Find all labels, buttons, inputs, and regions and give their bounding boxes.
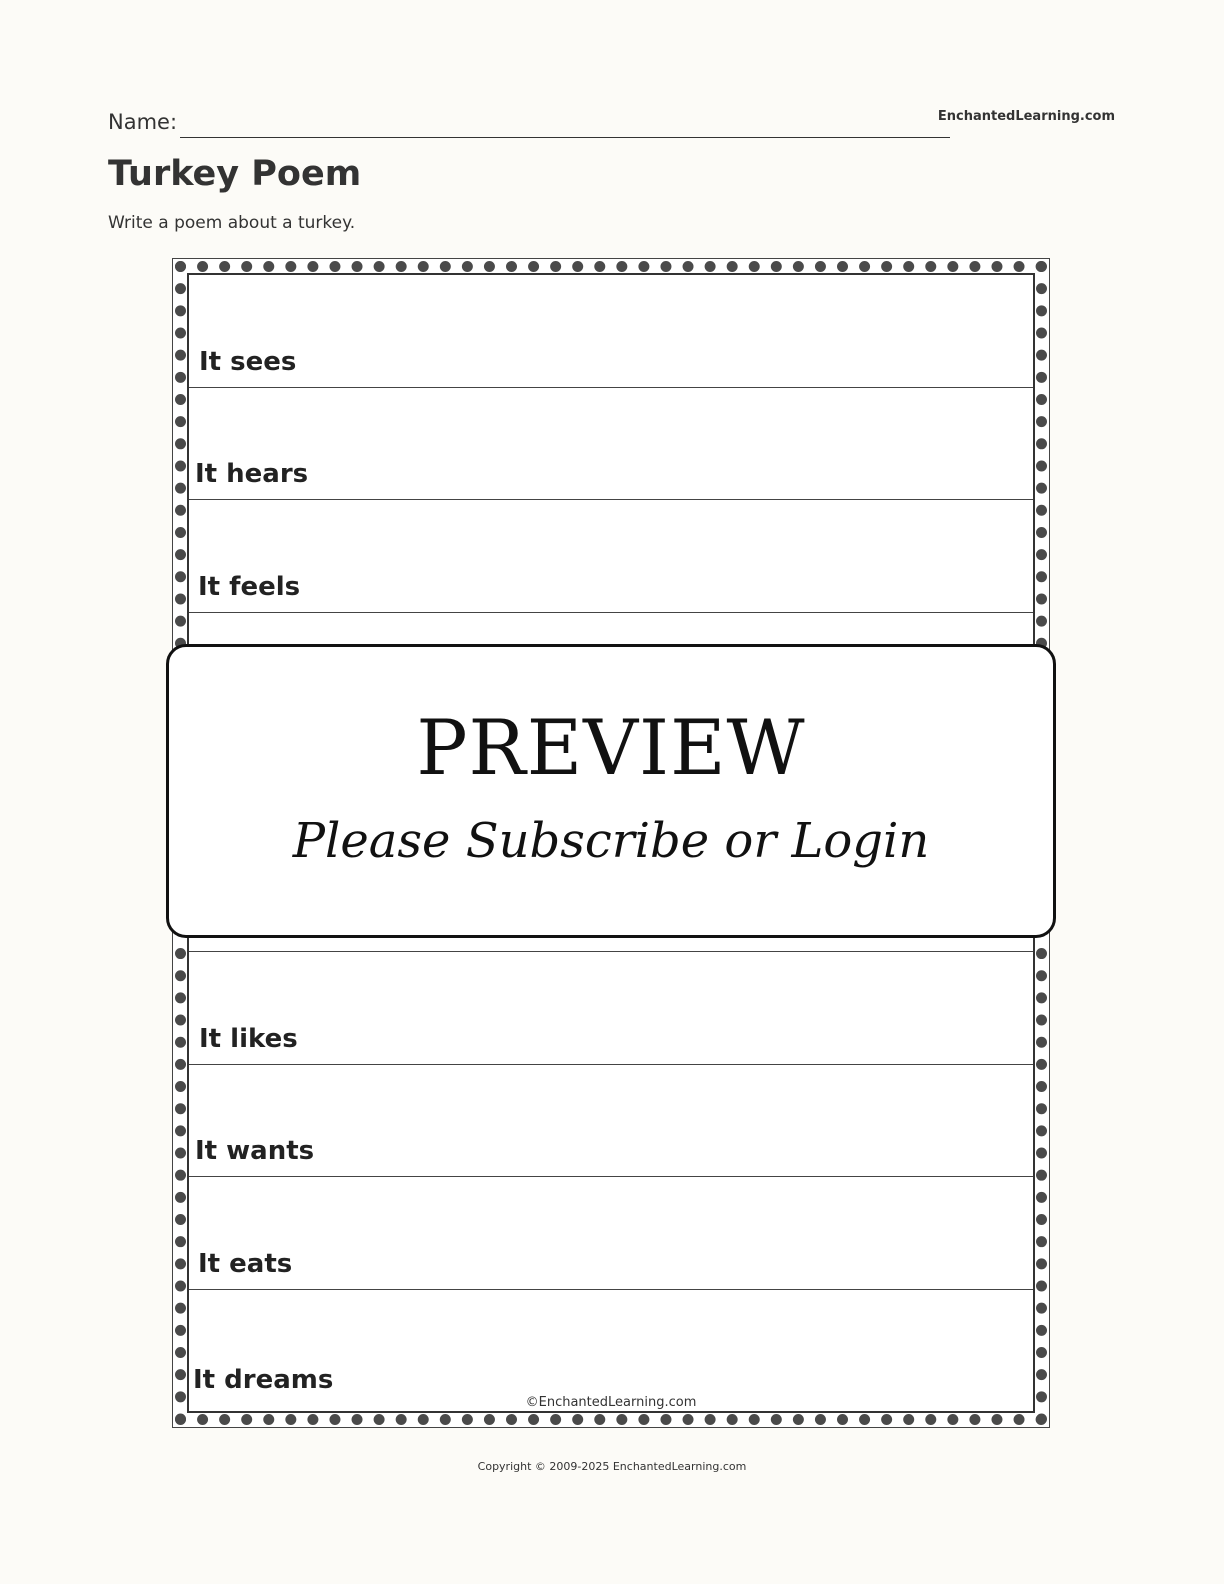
poem-row[interactable]: [189, 1290, 1033, 1411]
page-title: Turkey Poem: [108, 154, 362, 194]
poem-row-label: It eats: [198, 1249, 293, 1279]
poem-row[interactable]: [189, 1065, 1033, 1177]
preview-overlay[interactable]: [166, 644, 1056, 938]
poem-row[interactable]: [189, 275, 1033, 388]
poem-row-label: It wants: [195, 1136, 315, 1166]
instructions: Write a poem about a turkey.: [108, 213, 356, 233]
worksheet-credit: ©EnchantedLearning.com: [525, 1395, 697, 1410]
poem-row[interactable]: [189, 388, 1033, 500]
poem-row-label: It feels: [198, 572, 301, 602]
poem-row-label: It dreams: [193, 1365, 334, 1395]
preview-title: PREVIEW: [416, 703, 806, 792]
subscribe-login-prompt[interactable]: Please Subscribe or Login: [292, 813, 930, 869]
poem-row[interactable]: [189, 500, 1033, 613]
name-label: Name:: [108, 110, 178, 134]
poem-row[interactable]: [189, 952, 1033, 1065]
name-input-line[interactable]: [180, 137, 950, 138]
poem-row-label: It likes: [199, 1024, 298, 1054]
poem-row-label: It sees: [199, 347, 297, 377]
site-name: EnchantedLearning.com: [937, 109, 1115, 124]
poem-row[interactable]: [189, 1177, 1033, 1290]
copyright: Copyright © 2009-2025 EnchantedLearning.com: [477, 1460, 747, 1473]
poem-row-label: It hears: [195, 459, 309, 489]
